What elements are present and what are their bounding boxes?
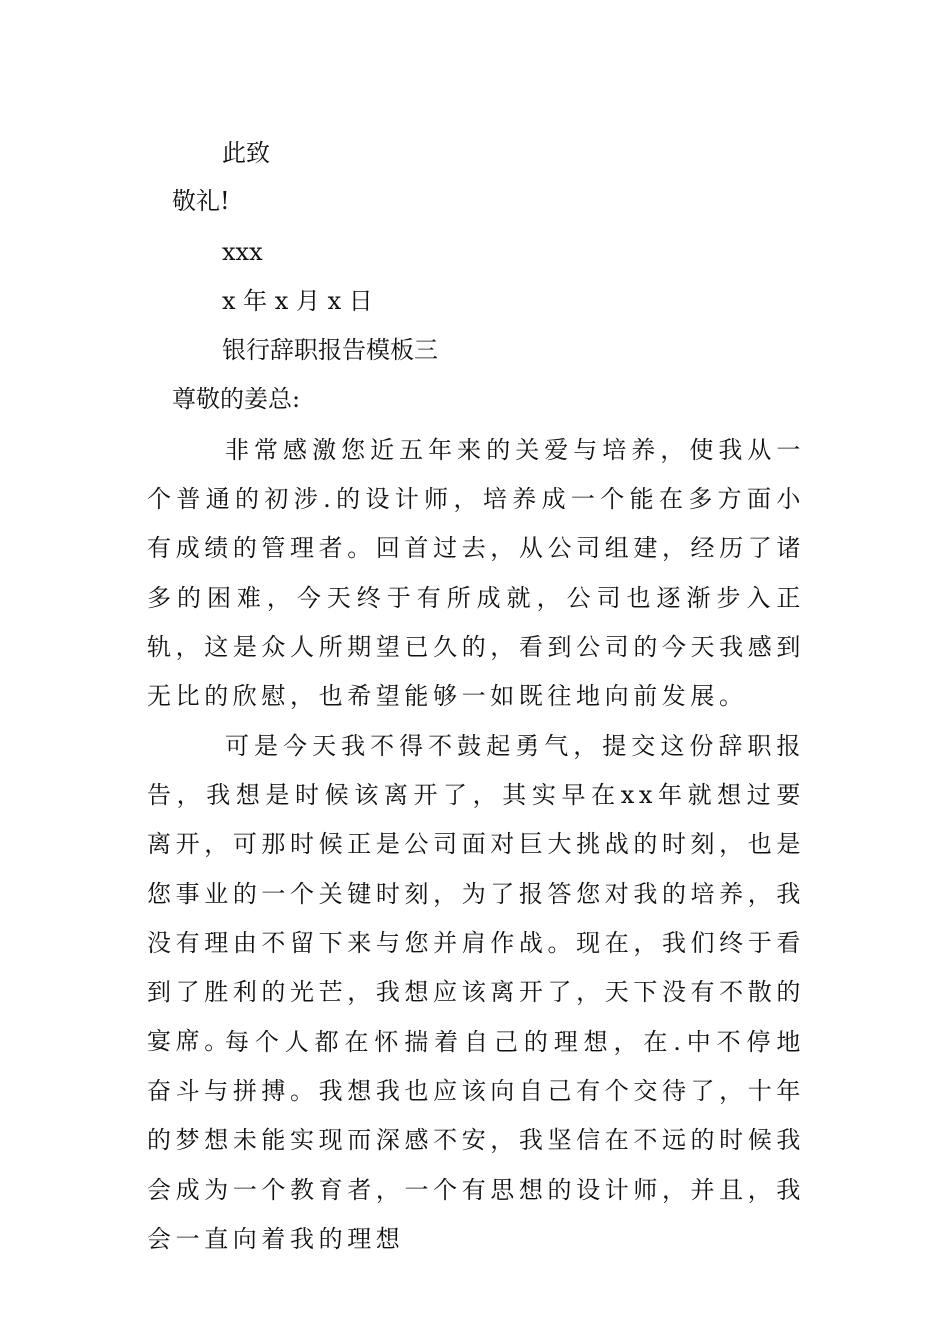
paragraph-3: 每个人都在怀揣着自己的理想，在.中不停地奋斗与拼搏。我想我也应该向自己有个交待了，十年的梦想未能实现而深感不安，我坚信在不远的时候我会成为一个教育者，一个有思想的设计师，并且，我会一直向着我的理想 — [147, 1028, 805, 1253]
paragraph-2: 可是今天我不得不鼓起勇气，提交这份辞职报告，我想是时候该离开了，其实早在xx年就想过要离开，可那时候正是公司面对巨大挑战的时刻，也是您事业的一个关键时刻，为了报答您对我的培养，我没有理由不留下来与您并肩作战。现在，我们终于看到了胜利的光芒，我想应该离开了，天下没有不散的宴席。 — [147, 732, 805, 1056]
template-title: 银行辞职报告模板三 — [222, 336, 438, 364]
date: x 年 x 月 x 日 — [222, 287, 373, 315]
recipient: 尊敬的姜总: — [172, 385, 301, 413]
closing-salutation: 此致 — [222, 139, 270, 167]
signature: xxx — [222, 238, 263, 266]
closing-regards: 敬礼! — [172, 187, 230, 215]
paragraph-1: 非常感激您近五年来的关爱与培养，使我从一个普通的初涉.的设计师，培养成一个能在多方面小有成绩的管理者。回首过去，从公司组建，经历了诸多的困难，今天终于有所成就，公司也逐渐步入正轨，这是众人所期望已久的，看到公司的今天我感到无比的欣慰，也希望能够一如既往地向前发展。 — [147, 436, 805, 711]
